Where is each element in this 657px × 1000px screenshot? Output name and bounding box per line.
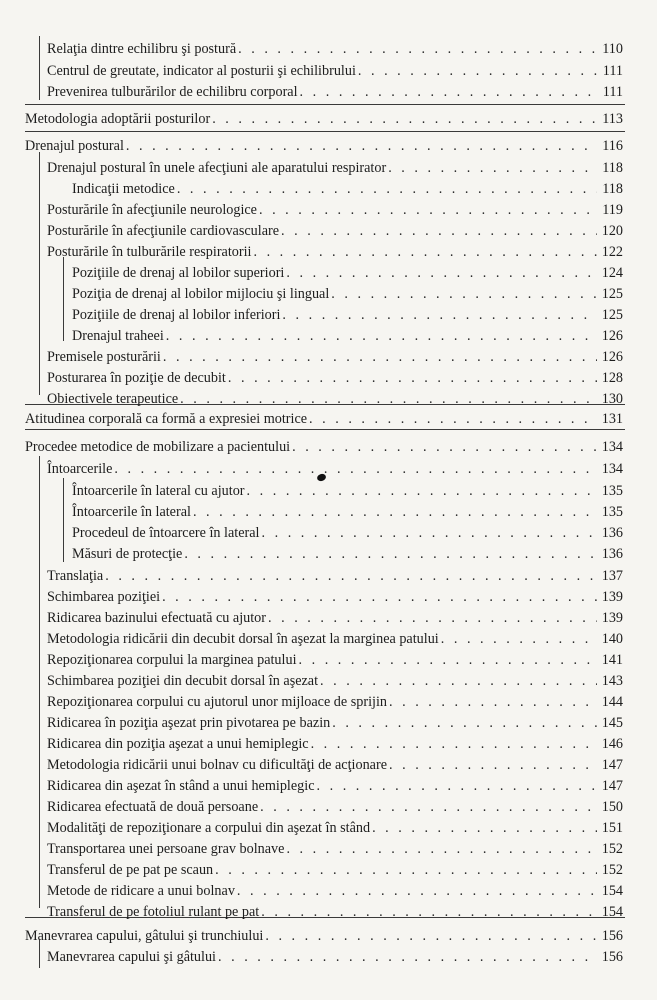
toc-entry[interactable] (72, 499, 623, 521)
dot-leader (238, 41, 597, 58)
section-bracket (39, 36, 40, 100)
toc-entry-page: 147 (601, 757, 623, 773)
dot-leader (212, 111, 597, 128)
dot-leader (332, 715, 597, 732)
dot-leader (300, 84, 597, 101)
toc-entry-title: Centrul de greutate, indicator al posturii şi echilibrului (47, 63, 356, 79)
toc-entry[interactable] (47, 899, 623, 921)
toc-entry-title: Procedee metodice de mobilizare a pacientului (25, 439, 291, 455)
toc-entry-page: 135 (601, 504, 623, 520)
toc-entry-title: Manevrarea capului, gâtului şi trunchiului (25, 928, 264, 944)
toc-entry-page: 120 (601, 223, 623, 239)
toc-entry[interactable] (47, 626, 623, 648)
toc-entry-page: 125 (601, 286, 623, 302)
toc-entry[interactable] (47, 944, 623, 966)
toc-entry-page: 126 (601, 328, 623, 344)
section-divider (25, 104, 625, 105)
toc-entry-page: 154 (601, 883, 623, 899)
section-bracket (39, 456, 40, 908)
toc-entry-page: 136 (601, 546, 623, 562)
toc-entry-title: Metodologia adoptării posturilor (25, 111, 211, 127)
toc-entry-page: 152 (601, 841, 623, 857)
dot-leader (126, 138, 597, 155)
dot-leader (317, 778, 598, 795)
toc-entry-page: 113 (602, 111, 623, 127)
toc-entry-title: Manevrarea capului şi gâtului (47, 949, 217, 965)
toc-entry[interactable] (72, 260, 623, 282)
toc-entry-title: Ridicarea efectuată de două persoane (47, 799, 259, 815)
dot-leader (441, 631, 597, 648)
toc-entry-title: Drenajul postural (25, 138, 124, 154)
dot-leader (282, 307, 597, 324)
toc-entry-title: Schimbarea poziţiei din decubit dorsal în aşezat (47, 673, 319, 689)
section-divider (25, 429, 625, 430)
toc-entry-title: Poziţiile de drenaj al lobilor superiori (72, 265, 285, 281)
toc-entry-title: Repoziţionarea corpului cu ajutorul unor mijloace de sprijin (47, 694, 388, 710)
toc-entry[interactable] (47, 218, 623, 240)
toc-entry[interactable] (72, 323, 623, 345)
toc-entry-title: Translaţia (47, 568, 104, 584)
toc-entry-title: Modalităţi de repoziţionare a corpului din aşezat în stând (47, 820, 371, 836)
toc-entry-page: 118 (602, 160, 623, 176)
toc-entry-title: Procedeul de întoarcere în lateral (72, 525, 260, 541)
dot-leader (184, 546, 597, 563)
toc-entry[interactable] (47, 794, 623, 816)
dot-leader (114, 461, 597, 478)
toc-entry-title: Posturările în afecţiunile neurologice (47, 202, 257, 218)
toc-entry[interactable] (25, 106, 623, 128)
toc-entry[interactable] (47, 689, 623, 711)
toc-entry-title: Metodologia ridicării unui bolnav cu dificultăţi de acţionare (47, 757, 387, 773)
toc-entry-title: Transferul de pe pat pe scaun (47, 862, 214, 878)
toc-entry[interactable] (47, 344, 623, 366)
toc-entry-title: Drenajul postural în unele afecţiuni ale aparatului respirator (47, 160, 387, 176)
toc-entry-page: 111 (602, 84, 623, 100)
dot-leader (281, 223, 597, 240)
toc-entry-title: Ridicarea din aşezat în stând a unui hemiplegic (47, 778, 315, 794)
toc-entry-page: 134 (601, 461, 623, 477)
toc-entry[interactable] (47, 815, 623, 837)
toc-entry-page: 135 (601, 483, 623, 499)
toc-entry[interactable] (47, 365, 623, 387)
toc-entry[interactable] (47, 878, 623, 900)
dot-leader (247, 483, 597, 500)
toc-entry[interactable] (25, 133, 623, 155)
toc-entry-title: Indicaţii metodice (72, 181, 175, 197)
toc-entry-page: 146 (601, 736, 623, 752)
toc-entry-title: Metodologia ridicării din decubit dorsal în aşezat la marginea patului (47, 631, 439, 647)
dot-leader (260, 799, 597, 816)
dot-leader (268, 610, 597, 627)
toc-entry-title: Poziţiile de drenaj al lobilor inferiori (72, 307, 281, 323)
dot-leader (389, 694, 597, 711)
toc-entry-page: 122 (601, 244, 623, 260)
toc-entry-title: Posturările în tulburările respiratorii (47, 244, 252, 260)
dot-leader (253, 244, 597, 261)
toc-entry-title: Măsuri de protecţie (72, 546, 183, 562)
toc-entry[interactable] (47, 752, 623, 774)
toc-entry-page: 144 (601, 694, 623, 710)
dot-leader (309, 411, 597, 428)
dot-leader (163, 349, 597, 366)
toc-entry[interactable] (47, 857, 623, 879)
toc-entry-title: Repoziţionarea corpului la marginea patului (47, 652, 297, 668)
toc-entry[interactable] (72, 302, 623, 324)
toc-entry-title: Transportarea unei persoane grav bolnave (47, 841, 285, 857)
toc-entry-title: Posturările în afecţiunile cardiovasculare (47, 223, 280, 239)
dot-leader (320, 673, 597, 690)
toc-entry[interactable] (72, 478, 623, 500)
toc-entry-title: Obiectivele terapeutice (47, 391, 179, 407)
section-bracket (39, 152, 40, 395)
toc-entry-page: 116 (602, 138, 623, 154)
toc-entry[interactable] (47, 79, 623, 101)
toc-entry[interactable] (25, 406, 623, 428)
section-bracket (63, 257, 64, 341)
toc-entry-title: Întoarcerile în lateral (72, 504, 191, 520)
section-divider (25, 131, 625, 132)
toc-entry[interactable] (47, 773, 623, 795)
dot-leader (388, 160, 597, 177)
toc-entry-page: 137 (601, 568, 623, 584)
toc-entry-page: 136 (601, 525, 623, 541)
dot-leader (372, 820, 597, 837)
toc-entry[interactable] (47, 668, 623, 690)
dot-leader (105, 568, 597, 585)
dot-leader (265, 928, 597, 945)
dot-leader (166, 328, 597, 345)
toc-entry[interactable] (47, 239, 623, 261)
toc-entry[interactable] (47, 386, 623, 408)
toc-entry[interactable] (47, 155, 623, 177)
toc-entry[interactable] (47, 36, 623, 58)
toc-entry[interactable] (47, 58, 623, 80)
toc-entry-title: Prevenirea tulburărilor de echilibru corporal (47, 84, 298, 100)
toc-entry-title: Metode de ridicare a unui bolnav (47, 883, 235, 899)
toc-entry-title: Atitudinea corporală ca formă a expresiei motrice (25, 411, 308, 427)
dot-leader (299, 652, 597, 669)
toc-entry-page: 152 (601, 862, 623, 878)
toc-entry-page: 156 (601, 949, 623, 965)
dot-leader (228, 370, 597, 387)
section-bracket (63, 478, 64, 562)
toc-entry-page: 126 (601, 349, 623, 365)
toc-entry-page: 154 (601, 904, 623, 920)
dot-leader (261, 904, 597, 921)
toc-entry-title: Ridicarea din poziţia aşezat a unui hemiplegic (47, 736, 309, 752)
dot-leader (358, 63, 597, 80)
toc-entry-page: 151 (601, 820, 623, 836)
toc-entry-title: Întoarcerile în lateral cu ajutor (72, 483, 245, 499)
dot-leader (237, 883, 597, 900)
dot-leader (286, 841, 597, 858)
toc-entry-page: 139 (601, 610, 623, 626)
toc-entry-page: 130 (601, 391, 623, 407)
dot-leader (215, 862, 597, 879)
toc-entry-page: 141 (601, 652, 623, 668)
toc-entry-title: Drenajul traheei (72, 328, 164, 344)
toc-entry-title: Schimbarea poziţiei (47, 589, 161, 605)
toc-entry[interactable] (25, 923, 623, 945)
toc-entry[interactable] (72, 281, 623, 303)
toc-entry[interactable] (47, 731, 623, 753)
toc-entry-page: 147 (601, 778, 623, 794)
toc-entry[interactable] (47, 605, 623, 627)
toc-entry-title: Relaţia dintre echilibru şi postură (47, 41, 237, 57)
toc-entry-page: 150 (601, 799, 623, 815)
toc-entry-page: 128 (601, 370, 623, 386)
toc-entry-page: 156 (601, 928, 623, 944)
toc-entry[interactable] (47, 710, 623, 732)
toc-entry-page: 125 (601, 307, 623, 323)
toc-entry-title: Întoarcerile (47, 461, 113, 477)
dot-leader (331, 286, 597, 303)
toc-entry-page: 110 (602, 41, 623, 57)
toc-entry[interactable] (47, 456, 623, 478)
toc-entry[interactable] (47, 563, 623, 585)
dot-leader (259, 202, 597, 219)
dot-leader (193, 504, 597, 521)
toc-entry[interactable] (47, 836, 623, 858)
toc-entry-page: 134 (601, 439, 623, 455)
toc-entry-page: 111 (602, 63, 623, 79)
dot-leader (262, 525, 598, 542)
toc-entry-page: 118 (602, 181, 623, 197)
toc-entry[interactable] (72, 176, 623, 198)
dot-leader (177, 181, 597, 198)
toc-entry-page: 143 (601, 673, 623, 689)
toc-entry[interactable] (47, 197, 623, 219)
toc-entry-page: 145 (601, 715, 623, 731)
toc-entry-page: 124 (601, 265, 623, 281)
toc-entry[interactable] (25, 434, 623, 456)
dot-leader (218, 949, 597, 966)
dot-leader (286, 265, 597, 282)
toc-entry-title: Posturarea în poziţie de decubit (47, 370, 226, 386)
toc-entry-title: Poziţia de drenaj al lobilor mijlociu şi lingual (72, 286, 330, 302)
dot-leader (292, 439, 597, 456)
toc-entry-title: Premisele posturării (47, 349, 161, 365)
toc-entry-page: 139 (601, 589, 623, 605)
toc-entry-title: Transferul de pe fotoliul rulant pe pat (47, 904, 260, 920)
toc-entry-page: 131 (601, 411, 623, 427)
toc-entry[interactable] (72, 520, 623, 542)
toc-entry[interactable] (47, 584, 623, 606)
toc-entry-page: 119 (602, 202, 623, 218)
toc-entry[interactable] (72, 541, 623, 563)
toc-entry-title: Ridicarea în poziţia aşezat prin pivotarea pe bazin (47, 715, 331, 731)
toc-entry-title: Ridicarea bazinului efectuată cu ajutor (47, 610, 267, 626)
toc-entry-page: 140 (601, 631, 623, 647)
dot-leader (311, 736, 597, 753)
toc-entry[interactable] (47, 647, 623, 669)
dot-leader (389, 757, 597, 774)
dot-leader (162, 589, 597, 606)
